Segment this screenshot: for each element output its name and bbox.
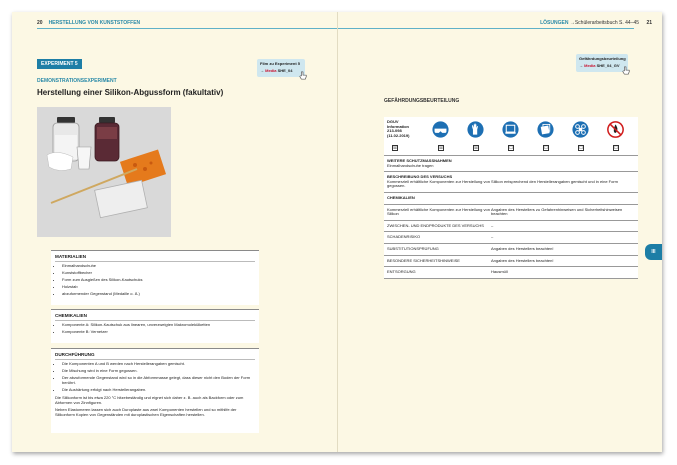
chapter-thumb-tab: III (645, 244, 662, 260)
pictogram-checkbox[interactable]: ☒ (393, 145, 397, 150)
pictogram-checkbox[interactable]: ☐ (544, 145, 548, 150)
pictogram-checkbox[interactable]: ☐ (614, 145, 618, 150)
right-page-number: 21 (646, 20, 652, 26)
pictogram-checkbox[interactable]: ☐ (579, 145, 583, 150)
chemicals-label-row (384, 193, 638, 205)
procedure-list (51, 362, 259, 393)
right-page (338, 12, 662, 452)
film-link-label: Film zu Experiment 5 (260, 61, 301, 66)
experiment-tag: EXPERIMENT 5 (37, 59, 82, 69)
left-running-head (37, 20, 140, 26)
table-row (384, 244, 638, 256)
procedure-heading: DURCHFÜHRUNG (55, 352, 95, 357)
materials-list (51, 264, 259, 297)
procedure-step: • Der abzuformende Gegenstand wird so in die Abformmasse gelegt, dass dieser nicht den Boden der Form berührt. (62, 376, 255, 386)
table-row (384, 256, 638, 268)
film-link-code-row: → Media SHE_04 (260, 68, 293, 73)
further-measures-block (384, 156, 638, 172)
row-label: Kommerziell erhältliche Komponenten zur Herstellung von Silikon (387, 206, 490, 217)
chemicals-label: CHEMIKALIEN (387, 194, 415, 200)
risk-link-code-row: → Media SHE_04_GV (579, 63, 620, 68)
further-measures-label: WEITERE SCHUTZMASSNAHMEN (387, 158, 452, 163)
left-page-number: 20 (37, 20, 43, 26)
risk-link-code: SHE_04_GV (596, 63, 620, 68)
left-header-rule (37, 28, 337, 29)
risk-assessment-table (384, 117, 638, 279)
chemicals-heading: CHEMIKALIEN (55, 313, 87, 318)
book-spread (12, 12, 662, 452)
material-item: • Holzstab (62, 285, 255, 290)
chemicals-divider (55, 320, 255, 321)
no-open-flame-icon (607, 121, 624, 138)
materials-box (51, 250, 259, 305)
risk-assessment-heading: GEFÄHRDUNGSBEURTEILUNG (384, 98, 460, 104)
right-running-head (540, 20, 652, 26)
row-value: Angaben des Herstellers beachten! (491, 257, 554, 263)
right-running-ref: →Schülerarbeitsbuch S. 44–45 (569, 20, 640, 26)
row-label: ZWISCHEN- UND ENDPRODUKTE DES VERSUCHS (387, 222, 484, 228)
table-row (384, 267, 638, 279)
materials-divider (55, 261, 255, 262)
chemical-item: • Komponente A: Silikon-Kautschuk aus linearen, unverzweigten Makromolekülketten (62, 323, 255, 328)
dguv-number: 213-098 (387, 128, 402, 134)
risk-link-label: Gefährdungsbeurteilung (579, 56, 626, 61)
procedure-divider (55, 359, 255, 360)
film-link-code: SHE_04 (277, 68, 293, 73)
left-page (12, 12, 337, 452)
material-item: • Kunststoffbecher (62, 271, 255, 276)
material-item: • abzuformender Gegenstand (Medaille o. Ä.) (62, 292, 255, 297)
row-value: Angaben des Herstellers beachten! (491, 245, 554, 251)
row-label: SCHADENRISIKO (387, 234, 421, 240)
right-header-rule (338, 28, 634, 29)
material-item: • Einmalhandschuhe (62, 264, 255, 269)
materials-heading: MATERIALIEN (55, 254, 87, 259)
pictogram-checkbox[interactable]: ☒ (439, 145, 443, 150)
experiment-kicker: DEMONSTRATIONSEXPERIMENT (37, 78, 117, 84)
dguv-info: Information (387, 123, 409, 129)
chemical-item: • Komponente B: Vernetzer (62, 330, 255, 335)
procedure-note-1: Die Silikonform ist bis etwa 220 °C hitzebeständig und eignet sich daher z. B. auch als Backform oder zum Abformen von Zinnfiguren. (55, 394, 244, 405)
pictogram-row (384, 117, 638, 156)
left-running-title: HERSTELLUNG VON KUNSTSTOFFEN (48, 20, 141, 26)
table-row (384, 205, 638, 221)
page-title: Herstellung einer Silikon-Abgussform (fakultativ) (37, 88, 224, 97)
procedure-box (51, 348, 259, 433)
pictogram-checkbox[interactable]: ☐ (509, 145, 513, 150)
row-value: – (491, 222, 494, 228)
procedure-step: • Die Aushärtung erfolgt nach Herstellerangaben. (62, 388, 255, 393)
right-running-title: LÖSUNGEN (540, 20, 569, 26)
row-value: Hausmüll (491, 269, 508, 275)
hand-cursor-icon (622, 66, 630, 75)
table-row (384, 232, 638, 244)
procedure-note-2: Neben Elastomeren lassen sich auch Duroplaste aus zwei Komponenten herstellen und so mithilfe der Silikonform Kopien von Gegenständen mit duroplastischen Eigenschaften herstellen. (55, 407, 237, 418)
eye-protection-icon (432, 121, 449, 138)
row-value: – (491, 234, 494, 240)
further-measures-text: Einmalhandschuhe tragen (387, 162, 434, 168)
media-brand: Media (265, 68, 277, 73)
procedure-step: • Die Komponenten A und B werden nach Herstellerangaben gemischt. (62, 362, 255, 367)
description-label: BESCHREIBUNG DES VERSUCHS (387, 174, 453, 180)
experiment-photo (37, 107, 171, 237)
chemicals-box (51, 309, 259, 343)
dguv-date: (11.02.2019) (387, 132, 410, 138)
gloves-icon (467, 121, 484, 138)
procedure-step: • Die Mischung wird in eine Form gegossen. (62, 369, 255, 374)
dguv-reference (387, 120, 417, 138)
hand-cursor-icon (299, 71, 307, 80)
dguv-label: DGUV (387, 119, 399, 124)
media-brand-right: Media (584, 63, 596, 68)
description-block (384, 172, 638, 193)
extinguisher-icon (572, 121, 589, 138)
row-value: Angaben des Herstellers zu Gefahrenhinweisen und Sicherheitshinweisen beachten (491, 206, 623, 217)
workbook-reference: Schülerarbeitsbuch S. 44–45 (574, 20, 640, 26)
material-item: • Form zum Ausgießen des Silikon-Kautschuks (62, 278, 255, 283)
pictogram-checkbox[interactable]: ☒ (474, 145, 478, 150)
description-text: Kommerziell erhältliche Komponenten zur Herstellung von Silikon entsprechend den Herstellerangaben gemischt und in eine Form gegossen. (387, 178, 619, 189)
chemicals-list (51, 323, 259, 335)
row-label: ENTSORGUNG (387, 269, 416, 275)
risk-assessment-link-box[interactable] (576, 54, 628, 72)
skin-protection-icon (537, 121, 554, 138)
row-label: BESONDERE SICHERHEITSHINWEISE (387, 257, 460, 263)
film-link-box[interactable] (257, 59, 305, 77)
row-label: SUBSTITUTIONSPRÜFUNG (387, 245, 439, 251)
fume-hood-icon (502, 121, 519, 138)
table-row (384, 221, 638, 233)
